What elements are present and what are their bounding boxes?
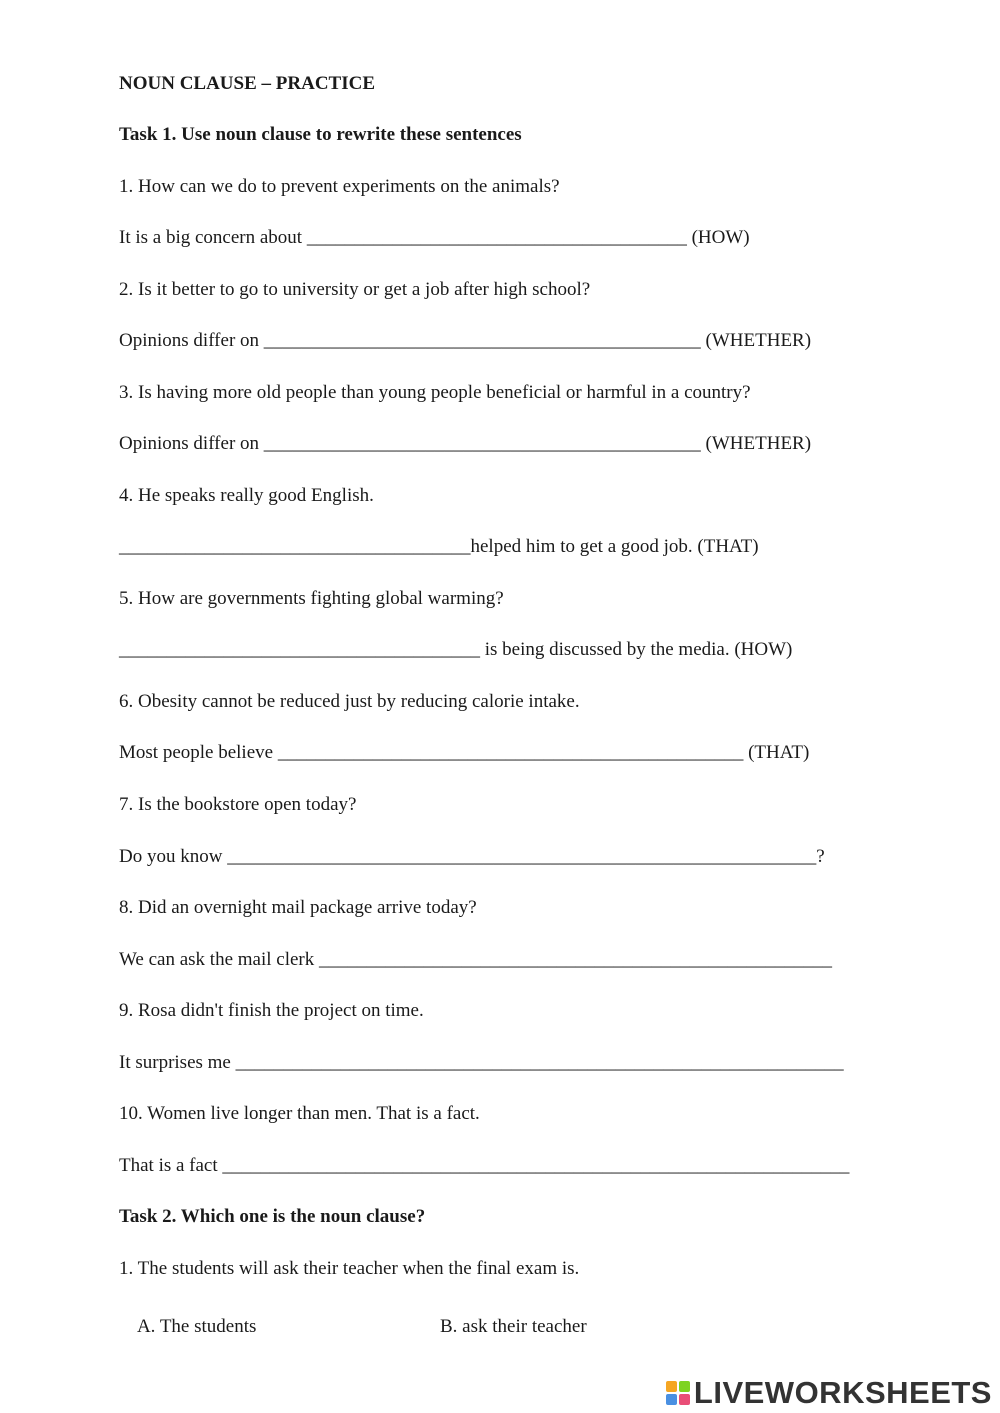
task1-q4: 4. He speaks really good English. [119,485,374,506]
task2-option-b[interactable]: B. ask their teacher [440,1316,587,1337]
task1-q9: 9. Rosa didn't finish the project on time. [119,1000,424,1021]
task1-a7[interactable]: Do you know ______________________________________________________________? [119,846,825,867]
task1-q6: 6. Obesity cannot be reduced just by reducing calorie intake. [119,691,580,712]
task1-a5[interactable]: ______________________________________ is being discussed by the media. (HOW) [119,639,793,660]
task1-a8[interactable]: We can ask the mail clerk ______________________________________________________ [119,949,832,970]
task1-a6[interactable]: Most people believe _________________________________________________ (THAT) [119,742,810,763]
task1-q8: 8. Did an overnight mail package arrive today? [119,897,477,918]
task1-q3: 3. Is having more old people than young people beneficial or harmful in a country? [119,382,751,403]
task1-a1[interactable]: It is a big concern about ________________________________________ (HOW) [119,227,750,248]
task1-q1: 1. How can we do to prevent experiments on the animals? [119,176,560,197]
task1-a9[interactable]: It surprises me ________________________________________________________________ [119,1052,844,1073]
task1-a2[interactable]: Opinions differ on ______________________________________________ (WHETHER) [119,330,812,351]
liveworksheets-wordmark: LIVEWORKSHEETS [693,1375,992,1410]
task2-option-a[interactable]: A. The students [136,1316,257,1337]
task1-a10[interactable]: That is a fact __________________________________________________________________ [119,1155,850,1176]
task2-options-b [421,1291,587,1363]
liveworksheets-logo-icon [666,1381,690,1405]
task1-q7: 7. Is the bookstore open today? [119,794,357,815]
task1-q2: 2. Is it better to go to university or get a job after high school? [119,279,591,300]
task1-a3[interactable]: Opinions differ on ______________________________________________ (WHETHER) [119,433,812,454]
page-title: NOUN CLAUSE – PRACTICE [119,73,375,94]
logo-square-1 [666,1381,677,1392]
logo-square-4 [679,1394,690,1405]
task2-heading: Task 2. Which one is the noun clause? [119,1206,426,1227]
logo-square-2 [679,1381,690,1392]
task2-q1: 1. The students will ask their teacher when the final exam is. [119,1258,580,1279]
task1-a4[interactable]: _____________________________________helped him to get a good job. (THAT) [119,536,759,557]
task2-options [119,1291,256,1363]
liveworksheets-watermark [666,1376,992,1410]
task1-heading: Task 1. Use noun clause to rewrite these sentences [119,124,522,145]
task1-q5: 5. How are governments fighting global warming? [119,588,504,609]
logo-square-3 [666,1394,677,1405]
task1-q10: 10. Women live longer than men. That is a fact. [119,1103,480,1124]
